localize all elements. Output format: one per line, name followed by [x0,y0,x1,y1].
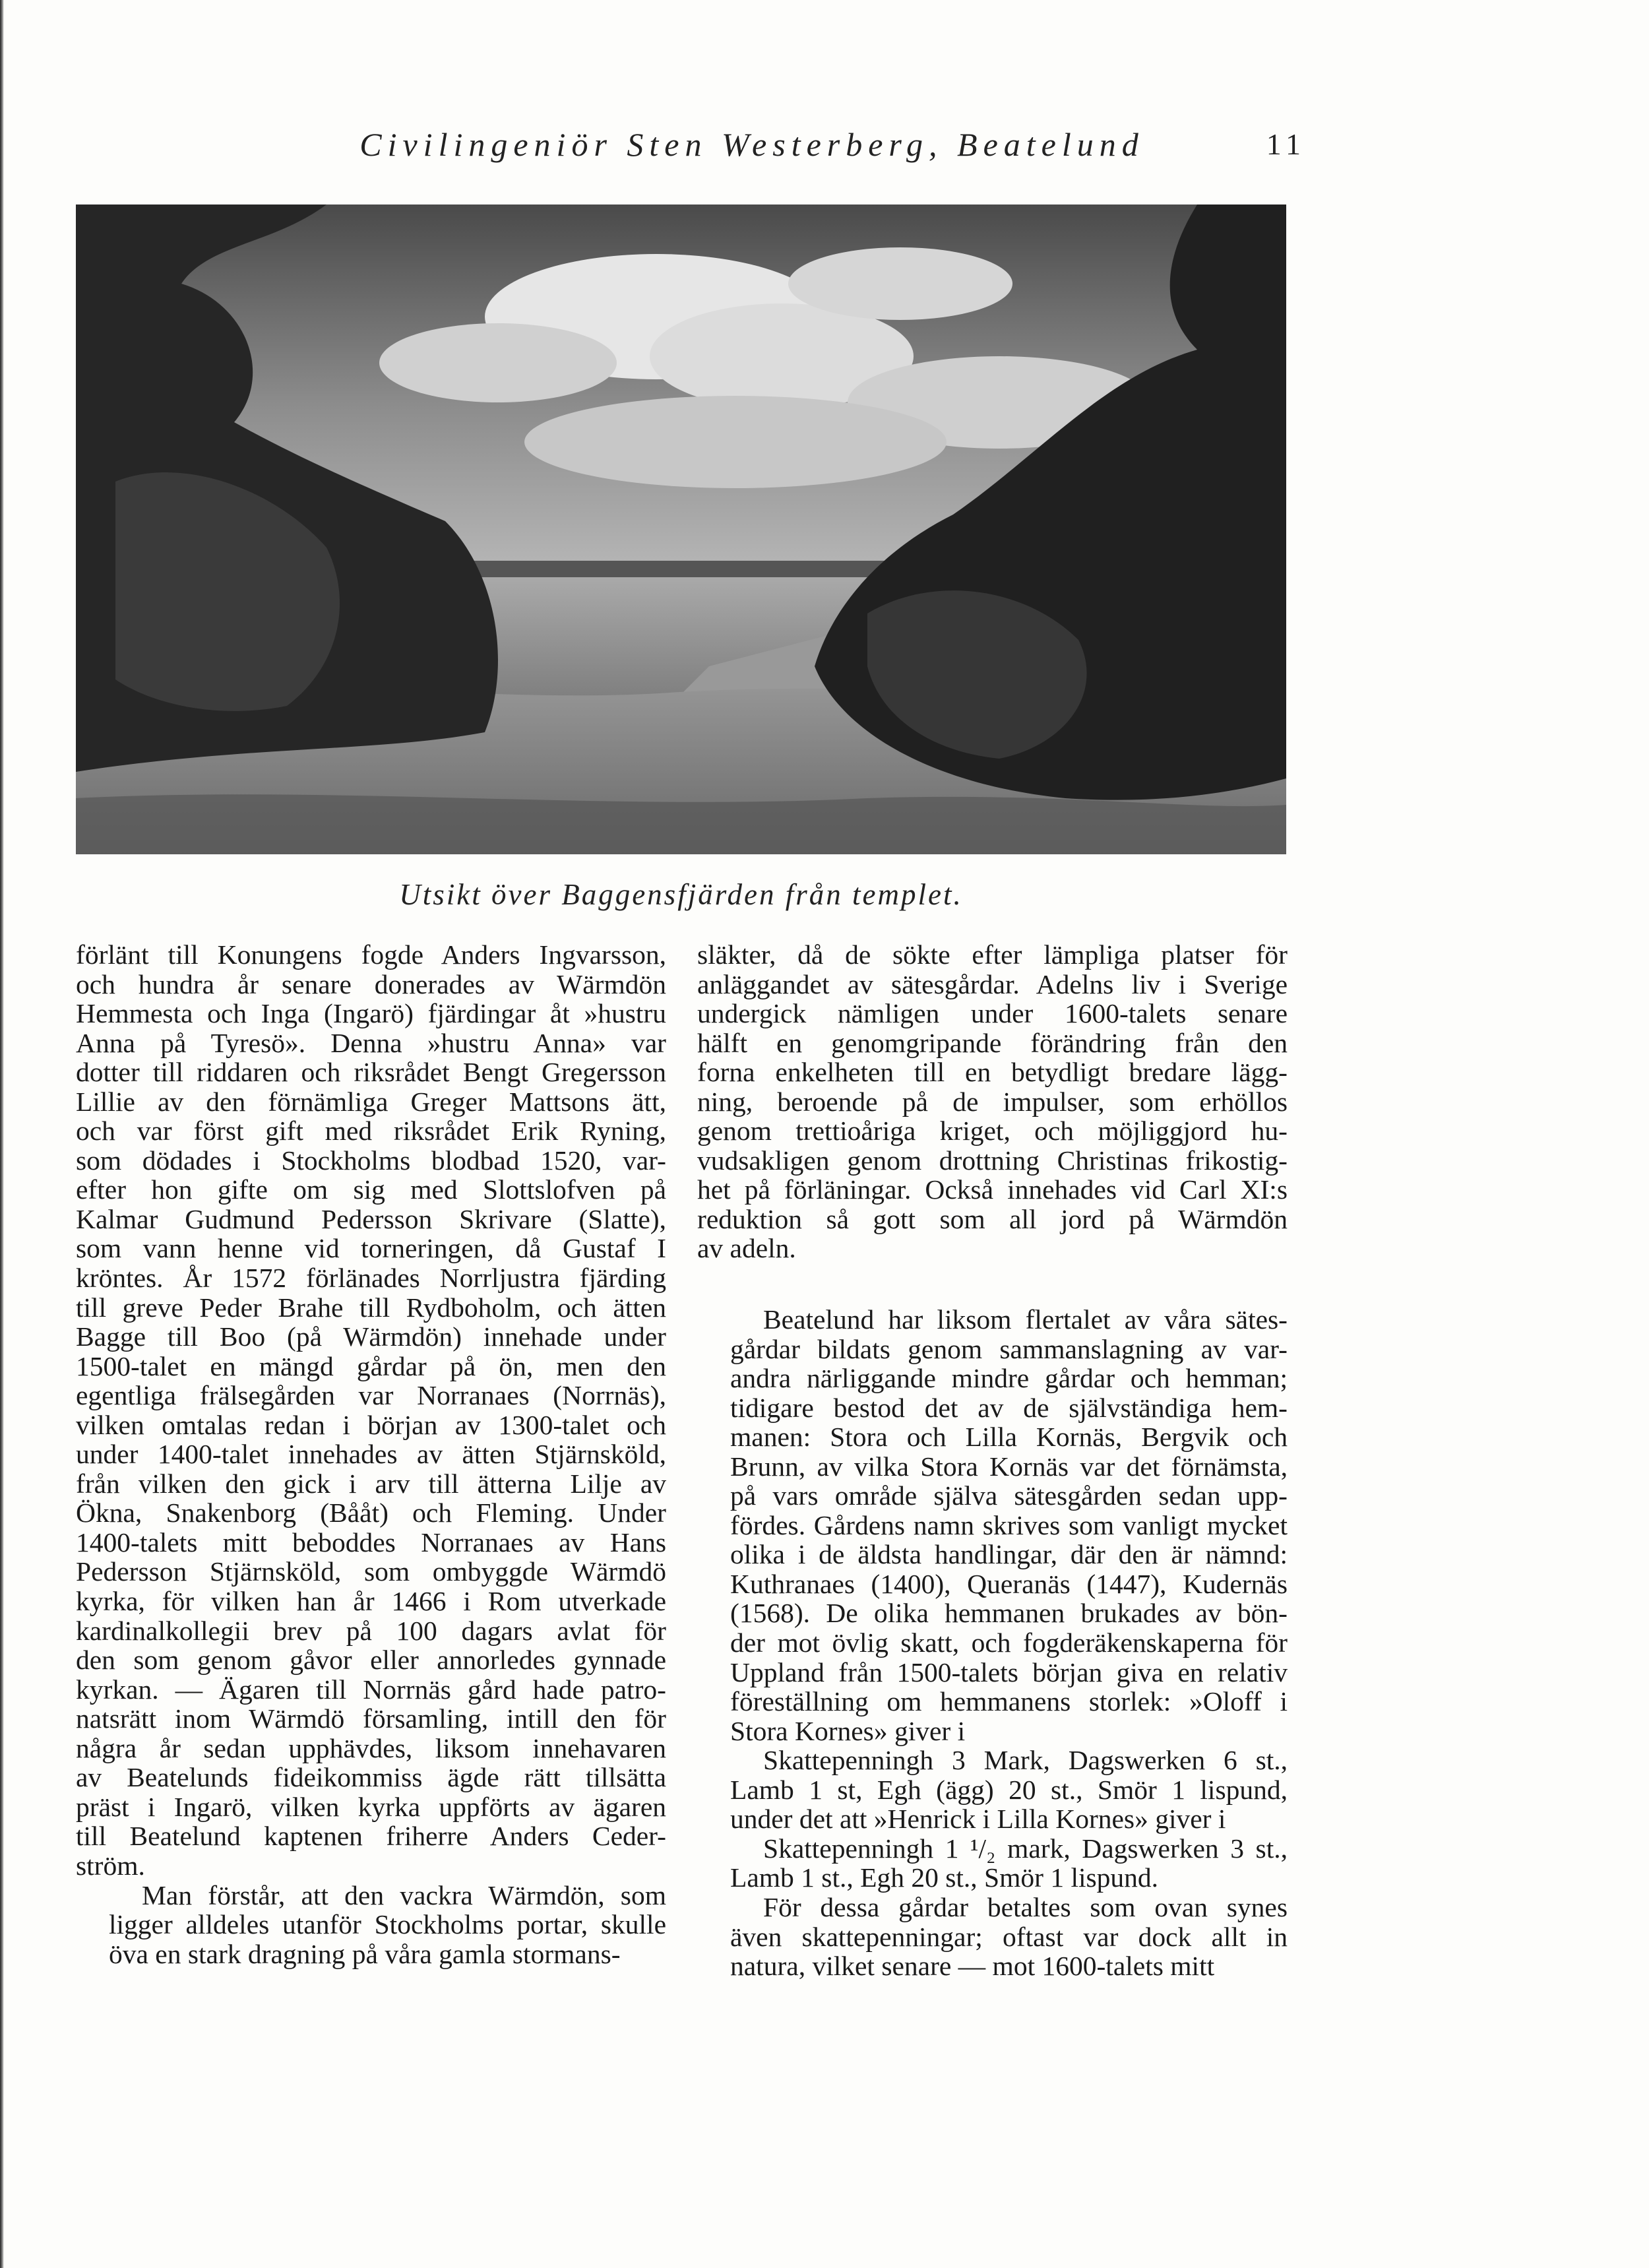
text-line: som dödades i Stockholms blodbad 1520, var- [76,1145,666,1176]
text-line: och hundra år senare donerades av Wärmdön [76,968,666,999]
text-line: Man förstår, att den vackra Wärmdön, som [142,1879,666,1910]
text-line: Hemmesta och Inga (Ingarö) fjärdingar åt »hustru [76,998,666,1029]
text-line: Uppland från 1500-talets början giva en relativ [730,1656,1288,1687]
figure-caption: Utsikt över Baggensfjärden från templet. [399,878,963,911]
text-line: anläggandet av sätesgårdar. Adelns liv i Sverige [697,968,1288,999]
text-line: till greve Peder Brahe till Rydboholm, och ätten [76,1292,666,1323]
text-line: Bagge till Boo (på Wärmdön) innehade under [76,1321,666,1352]
text-line: reduktion så gott som all jord på Wärmdön [697,1203,1288,1234]
text-line: ström. [76,1850,145,1881]
text-line: ligger alldeles utanför Stockholms portar, skulle [109,1909,666,1940]
page-number: 11 [1266,127,1306,161]
foreground-shadow [76,794,1286,854]
text-line: den som genom gåvor eller annorledes gynnade [76,1645,666,1676]
text-line: präst i Ingarö, vilken kyrka uppförts av ägaren [76,1791,666,1822]
right-column [697,940,1288,1981]
text-line: kardinalkollegii brev på 100 dagars avlat för [76,1615,666,1646]
text-line: Skattepenningh 3 Mark, Dagswerken 6 st., [763,1745,1288,1776]
text-line: från vilken den gick i arv till ätterna Lilje av [76,1468,666,1499]
text-line: natsrätt inom Wärmdö församling, intill den för [76,1703,666,1734]
text-line: på vars område själva sätesgården sedan upp- [730,1480,1288,1511]
text-line: av adeln. [697,1233,796,1264]
text-line: Lillie av den förnämliga Greger Mattsons ätt, [76,1086,666,1117]
text-line: egentliga frälsegården var Norranaes (Norrnäs), [76,1380,666,1411]
paragraph [697,1893,1288,1981]
text-line: gårdar bildats genom sammanslagning av var- [730,1333,1288,1364]
text-line: undergick nämligen under 1600-talets senare [697,998,1288,1029]
text-line: under 1400-talet innehades av ätten Stjärnsköld, [76,1439,666,1470]
text-line: några år sedan upphävdes, liksom innehavaren [76,1732,666,1763]
cloud [524,396,947,488]
cloud [379,323,617,402]
text-line: tidigare bestod det av de självständiga hem- [730,1392,1288,1423]
landscape-photo [76,205,1286,854]
paragraph [697,1746,1288,1834]
text-line: ning, beroende på de impulser, som erhöllos [697,1086,1288,1117]
scan-edge [0,0,4,2268]
cloud [788,247,1012,320]
paragraph [697,940,1288,1263]
text-line: föreställning om hemmanens storlek: »Oloff i [730,1686,1288,1717]
text-line: kyrkan. — Ägaren till Norrnäs gård hade patro- [76,1674,666,1705]
text-line: 1500-talet en mängd gårdar på ön, men den [76,1350,666,1381]
text-line: Anna på Tyresö». Denna »hustru Anna» var [76,1027,666,1058]
text-line: till Beatelund kaptenen friherre Anders Ceder- [76,1821,666,1852]
left-column [76,940,666,1969]
text-line: som vann henne vid torneringen, då Gustaf I [76,1233,666,1264]
text-line: Brunn, av vilka Stora Kornäs var det förnämsta, [730,1451,1288,1482]
text-line: (1568). De olika hemmanen brukades av bön- [730,1598,1288,1629]
text-line: forna enkelheten till en betydligt bredare lägg- [697,1057,1288,1088]
text-line: Kalmar Gudmund Pedersson Skrivare (Slatte), [76,1203,666,1234]
text-line: släkter, då de sökte efter lämpliga platser för [697,939,1288,970]
running-title: Civilingeniör Sten Westerberg, Beatelund [359,126,1144,163]
text-line: natura, vilket senare — mot 1600-talets mitt [730,1951,1215,1982]
photo-illustration [76,205,1286,854]
text-line: dotter till riddaren och riksrådet Bengt Gregersson [76,1057,666,1088]
text-line: 1400-talets mitt beboddes Norranaes av Hans [76,1527,666,1558]
text-line: het på förläningar. Också innehades vid Carl XI:s [697,1174,1288,1205]
text-line: även skattepenningar; oftast var dock allt in [730,1921,1288,1952]
text-line: Lamb 1 st, Egh (ägg) 20 st., Smör 1 lispund, [730,1774,1288,1805]
text-line: efter hon gifte om sig med Slottslofven på [76,1174,666,1205]
text-line: förlänt till Konungens fogde Anders Ingvarsson, [76,939,666,970]
text-line: fördes. Gårdens namn skrives som vanligt mycket [730,1509,1288,1540]
text-line: olika i de äldsta handlingar, där den är nämnd: [730,1539,1288,1570]
text-line: vudsakligen genom drottning Christinas frikostig- [697,1145,1288,1176]
text-line: kyrka, för vilken han år 1466 i Rom utverkade [76,1586,666,1617]
text-line: hälft en genomgripande förändring från den [697,1027,1288,1058]
text-line: vilken omtalas redan i början av 1300-talet och [76,1409,666,1440]
text-line: För dessa gårdar betaltes som ovan synes [763,1891,1288,1922]
text-line: Stora Kornes» giver i [730,1715,966,1746]
text-line: Kuthranaes (1400), Queranäs (1447), Kudernäs [730,1568,1288,1599]
text-line: under det att »Henrick i Lilla Kornes» giver i [730,1804,1226,1835]
text-line: der mot övlig skatt, och fogderäkenskaperna för [730,1627,1288,1658]
text-line: kröntes. År 1572 förlänades Norrljustra fjärding [76,1263,666,1294]
paragraph [697,1834,1288,1893]
text-line: Lamb 1 st., Egh 20 st., Smör 1 lispund. [730,1862,1159,1893]
text-line: Skattepenningh 1 ¹/₂ mark, Dagswerken 3 st., [763,1833,1288,1864]
text-line: andra närliggande mindre gårdar och hemman; [730,1363,1288,1394]
text-line: Ökna, Snakenborg (Bååt) och Fleming. Under [76,1497,666,1528]
text-line: av Beatelunds fideikommiss ägde rätt tillsätta [76,1762,666,1793]
paragraph [76,1881,666,1969]
text-line: Beatelund har liksom flertalet av våra sätes- [763,1304,1288,1335]
text-line: och var först gift med riksrådet Erik Ryning, [76,1116,666,1147]
paragraph [697,1305,1288,1746]
paragraph [76,940,666,1881]
text-line: genom trettioåriga kriget, och möjliggjord hu- [697,1116,1288,1147]
text-line: Pedersson Stjärnsköld, som ombyggde Wärmdö [76,1556,666,1587]
text-line: manen: Stora och Lilla Kornäs, Bergvik och [730,1422,1288,1453]
text-line: öva en stark dragning på våra gamla stormans- [109,1938,621,1969]
